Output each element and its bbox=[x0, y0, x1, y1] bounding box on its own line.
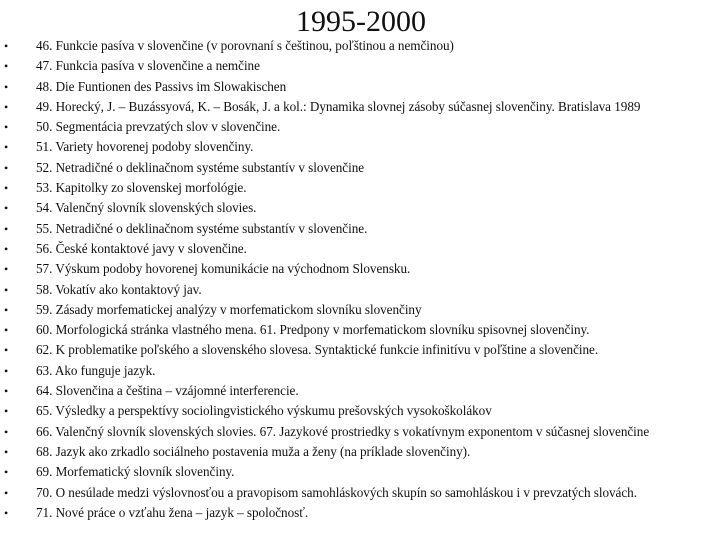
list-item-text: 48. Die Funtionen des Passivs im Slowakischen bbox=[36, 78, 287, 94]
list-item bbox=[0, 280, 720, 300]
list-item bbox=[0, 259, 720, 279]
list-item-text: 66. Valenčný slovník slovenských slovies. 67. Jazykové prostriedky s vokatívnym exponentom v súčasnej slovenčine bbox=[36, 423, 650, 439]
bullet-icon: • bbox=[4, 302, 9, 317]
bullet-icon: • bbox=[4, 181, 9, 196]
publication-list bbox=[0, 36, 720, 523]
bullet-icon: • bbox=[4, 99, 9, 114]
list-item bbox=[0, 97, 720, 117]
list-item bbox=[0, 300, 720, 320]
bullet-icon: • bbox=[4, 444, 9, 459]
list-item-text: 63. Ako funguje jazyk. bbox=[36, 362, 156, 378]
bullet-icon: • bbox=[4, 404, 9, 419]
list-item bbox=[0, 503, 720, 523]
list-item-text: 60. Morfologická stránka vlastného mena. 61. Predpony v morfematickom slovníku spisovnej slovenčiny. bbox=[36, 322, 590, 338]
list-item bbox=[0, 77, 720, 97]
list-item bbox=[0, 239, 720, 259]
list-item bbox=[0, 178, 720, 198]
list-item-text: 54. Valenčný slovník slovenských slovies. bbox=[36, 200, 257, 216]
list-item-text: 68. Jazyk ako zrkadlo sociálneho postavenia muža a ženy (na príklade slovenčiny). bbox=[36, 443, 471, 459]
list-item-text: 62. K problematike poľského a slovenského slovesa. Syntaktické funkcie infinitívu v poľštine a slovenčine. bbox=[36, 342, 599, 358]
list-item-text: 70. O nesúlade medzi výslovnosťou a pravopisom samohláskových skupín so samohláskou i v prevzatých slovách. bbox=[36, 484, 637, 500]
list-item-text: 55. Netradičné o deklinačnom systéme substantív v slovenčine. bbox=[36, 220, 368, 236]
list-item bbox=[0, 340, 720, 360]
list-item bbox=[0, 401, 720, 421]
bullet-icon: • bbox=[4, 424, 9, 439]
list-item bbox=[0, 137, 720, 157]
bullet-icon: • bbox=[4, 363, 9, 378]
list-item bbox=[0, 219, 720, 239]
bullet-icon: • bbox=[4, 505, 9, 520]
bullet-icon: • bbox=[4, 241, 9, 256]
list-item bbox=[0, 56, 720, 76]
list-item bbox=[0, 158, 720, 178]
list-item-text: 56. České kontaktové javy v slovenčine. bbox=[36, 240, 247, 256]
list-item bbox=[0, 117, 720, 137]
bullet-icon: • bbox=[4, 465, 9, 480]
bullet-icon: • bbox=[4, 485, 9, 500]
bullet-icon: • bbox=[4, 140, 9, 155]
list-item-text: 49. Horecký, J. – Buzássyová, K. – Bosák, J. a kol.: Dynamika slovnej zásoby súčasnej slovenčiny. Bratislava 1989 bbox=[36, 98, 641, 114]
bullet-icon: • bbox=[4, 221, 9, 236]
list-item bbox=[0, 442, 720, 462]
bullet-icon: • bbox=[4, 39, 9, 53]
list-item bbox=[0, 198, 720, 218]
list-item bbox=[0, 320, 720, 340]
bullet-icon: • bbox=[4, 201, 9, 216]
list-item-text: 47. Funkcia pasíva v slovenčine a nemčine bbox=[36, 58, 260, 74]
list-item-text: 52. Netradičné o deklinačnom systéme substantív v slovenčine bbox=[36, 159, 365, 175]
list-item-text: 53. Kapitolky zo slovenskej morfológie. bbox=[36, 180, 247, 196]
list-item-text: 64. Slovenčina a čeština – vzájomné interferencie. bbox=[36, 383, 299, 399]
list-item bbox=[0, 36, 720, 56]
list-item bbox=[0, 361, 720, 381]
bullet-icon: • bbox=[4, 282, 9, 297]
bullet-icon: • bbox=[4, 79, 9, 94]
bullet-icon: • bbox=[4, 59, 9, 74]
bullet-icon: • bbox=[4, 262, 9, 277]
list-item-text: 57. Výskum podoby hovorenej komunikácie na východnom Slovensku. bbox=[36, 261, 411, 277]
bullet-icon: • bbox=[4, 160, 9, 175]
bullet-icon: • bbox=[4, 384, 9, 399]
list-item bbox=[0, 381, 720, 401]
list-item-text: 50. Segmentácia prevzatých slov v slovenčine. bbox=[36, 119, 281, 135]
slide-title: 1995-2000 bbox=[296, 5, 426, 38]
list-item-text: 51. Variety hovorenej podoby slovenčiny. bbox=[36, 139, 254, 155]
list-item-text: 65. Výsledky a perspektívy sociolingvistického výskumu prešovských vysokoškolákov bbox=[36, 403, 492, 419]
list-item-text: 69. Morfematický slovník slovenčiny. bbox=[36, 464, 235, 480]
bullet-icon: • bbox=[4, 323, 9, 338]
list-item bbox=[0, 422, 720, 442]
list-item bbox=[0, 483, 720, 503]
list-item-text: 59. Zásady morfematickej analýzy v morfematickom slovníku slovenčiny bbox=[36, 301, 422, 317]
list-item bbox=[0, 462, 720, 482]
list-item-text: 71. Nové práce o vzťahu žena – jazyk – spoločnosť. bbox=[36, 504, 309, 520]
list-item-text: 46. Funkcie pasíva v slovenčine (v porovnaní s češtinou, poľštinou a nemčinou) bbox=[36, 38, 454, 53]
bullet-icon: • bbox=[4, 120, 9, 135]
bullet-icon: • bbox=[4, 343, 9, 358]
list-item-text: 58. Vokatív ako kontaktový jav. bbox=[36, 281, 202, 297]
